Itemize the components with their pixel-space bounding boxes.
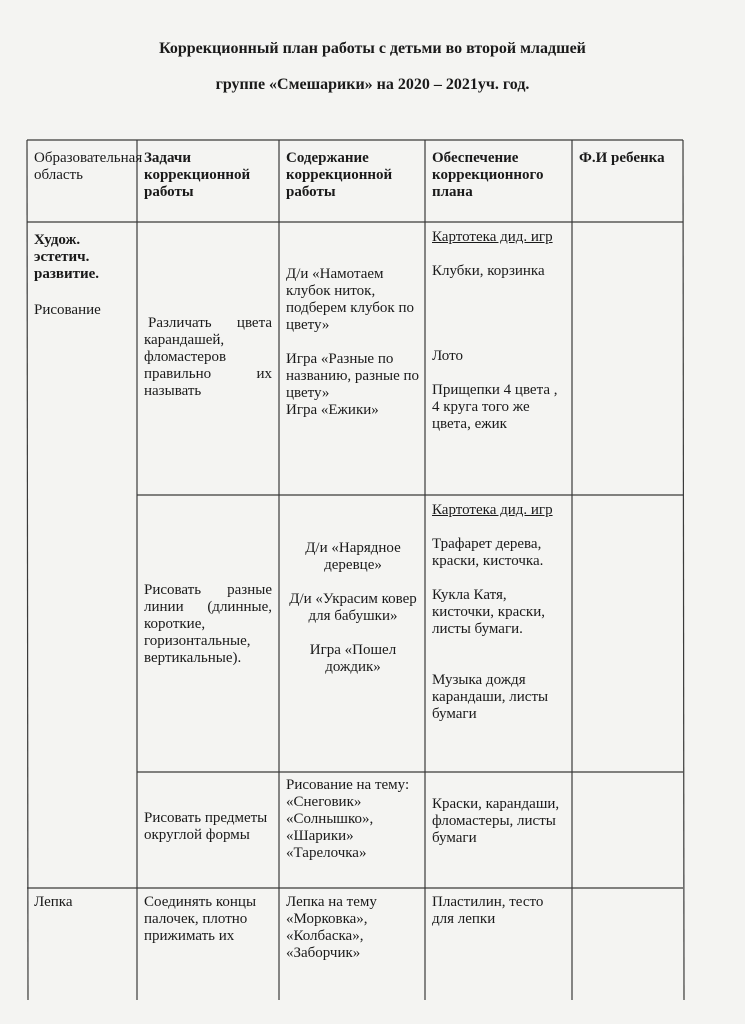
row1-provision-lotto: Лото [432,348,463,364]
row3-content [286,777,420,862]
header-child: Ф.И ребенка [579,150,665,166]
row1-task: Различать цвета карандашей, фломастеров правильно их называть [144,315,272,399]
row3-task: Рисовать предметы округлой формы [144,810,268,843]
row3-content-themes: «Снеговик» «Солнышко», «Шарики» «Тарелочка» [286,794,374,861]
row2-task: Рисовать разные линии (длинные, короткие, горизонтальные, вертикальные). [144,582,272,666]
row1-content [286,266,420,419]
page-subtitle: группе «Смешарики» на 2020 – 2021уч. год. [215,76,530,93]
row1-content-game1: Д/и «Намотаем клубок ниток, подберем клубок по цвету» [286,266,414,333]
row2-provision-music: Музыка дождя карандаши, листы бумаги [432,672,549,722]
row1-provision-balls: Клубки, корзинка [432,263,545,279]
section2-task: Соединять концы палочек, плотно прижимать их [144,894,257,944]
row2-content-game2: Д/и «Украсим ковер для бабушки» [289,591,417,624]
header-provision: Обеспечение коррекционного плана [432,150,544,200]
row1-content-game2: Игра «Разные по названию, разные по цвету» [286,351,420,401]
row1-content-game3: Игра «Ежики» [286,402,379,418]
header-content: Содержание коррекционной работы [286,150,393,200]
row3-content-topic: Рисование на тему: [286,777,410,793]
area-title: Худож. эстетич. развитие. [34,232,100,282]
page-title: Коррекционный план работы с детьми во второй младшей [159,40,586,57]
row1-provision [432,229,566,433]
row1-provision-pegs: Прищепки 4 цвета , 4 круга того же цвета, ежик [432,382,558,432]
row2-content [286,540,420,676]
row2-provision-stencil: Трафарет дерева, краски, кисточка. [432,536,544,569]
row2-content-game3: Игра «Пошел дождик» [309,642,397,675]
header-tasks: Задачи коррекционной работы [144,150,251,200]
row2-provision-cardfile: Картотека дид. игр [432,502,553,518]
section2-content: Лепка на тему «Морковка», «Колбаска», «Заборчик» [286,894,377,961]
section2-area: Лепка [34,894,73,910]
row1-provision-cardfile: Картотека дид. игр [432,229,553,245]
header-area: Образовательная область [34,150,143,183]
row3-provision: Краски, карандаши, фломастеры, листы бумаги [432,796,560,846]
row2-provision [432,502,566,723]
row2-provision-doll: Кукла Катя, кисточки, краски, листы бумаги. [432,587,545,637]
area-subtitle: Рисование [34,302,101,318]
section2-provision: Пластилин, тесто для лепки [432,894,544,927]
row2-content-game1: Д/и «Нарядное деревце» [305,540,401,573]
